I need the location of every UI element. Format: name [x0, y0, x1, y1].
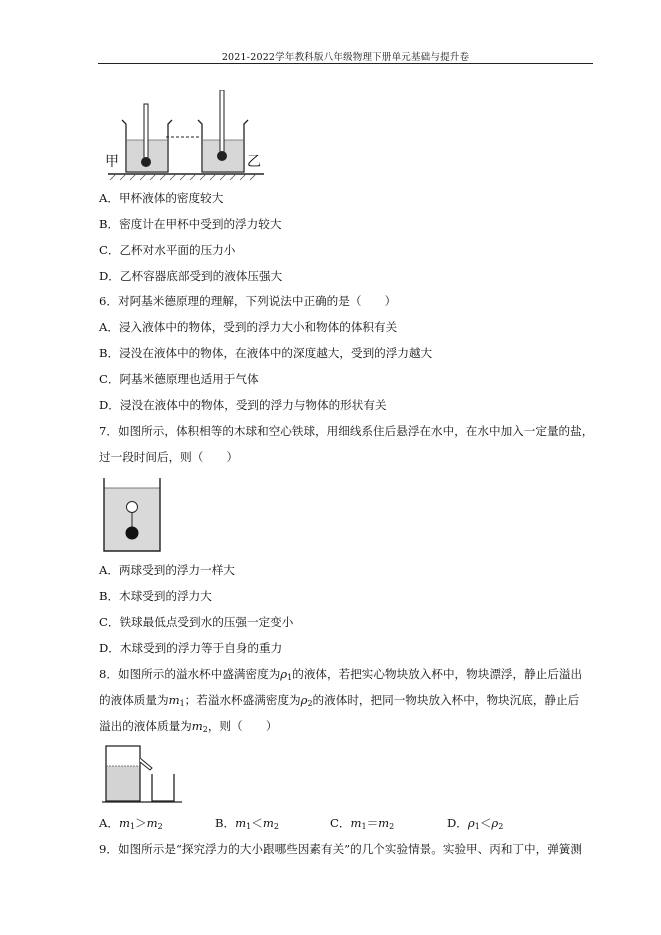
q7-option-d: D．木球受到的浮力等于自身的重力 [99, 641, 283, 655]
q9-stem-line1: 9．如图所示是“探究浮力的大小跟哪些因素有关”的几个实验情景。实验甲、丙和丁中，弹簧测 [99, 842, 582, 856]
q7-option-c: C．铁球最低点受到水的压强一定变小 [99, 615, 294, 629]
q6-stem: 6．对阿基米德原理的理解，下列说法中正确的是（ ） [99, 294, 397, 308]
hydrometer-figure [104, 90, 264, 182]
q8-option-c: C．$m_1=m_2$ [330, 816, 395, 831]
q8-option-a: A．$m_1>m_2$ [99, 816, 163, 831]
q6-option-d: D．浸没在液体中的物体，受到的浮力与物体的形状有关 [99, 398, 387, 412]
q7-stem-line2: 过一段时间后，则（ ） [99, 450, 239, 464]
q7-option-b: B．木球受到的浮力大 [99, 589, 212, 603]
hydrometer-label-jia: 甲 [105, 154, 119, 170]
q8-stem-line1: 8．如图所示的溢水杯中盛满密度为$\rho_1$的液体，若把实心物块放入杯中，物块漂浮，静止后溢出 [99, 667, 583, 682]
q6-option-a: A．浸入液体中的物体，受到的浮力大小和物体的体积有关 [99, 320, 398, 334]
page-header: 2021-2022学年教科版八年级物理下册单元基础与提升卷 [221, 52, 470, 63]
q5-option-b: B．密度计在甲杯中受到的浮力较大 [99, 217, 282, 231]
q5-option-a: A．甲杯液体的密度较大 [99, 191, 224, 205]
q7-stem-line1: 7．如图所示，体积相等的木球和空心铁球，用细线系住后悬浮在水中，在水中加入一定量的盐， [99, 424, 594, 438]
overflow-cup-figure [102, 744, 182, 804]
q7-option-a: A．两球受到的浮力一样大 [99, 563, 235, 577]
suspended-balls-figure [103, 478, 161, 552]
q8-option-d: D．$\rho_1<\rho_2$ [447, 816, 504, 831]
q5-option-c: C．乙杯对水平面的压力小 [99, 243, 236, 257]
q8-stem-line2: 的液体质量为$m_1$；若溢水杯盛满密度为$\rho_2$的液体时，把同一物块放入杯中，物块沉底，静止后 [99, 693, 580, 708]
q8-option-b: B．$m_1<m_2$ [215, 816, 279, 831]
q5-option-d: D．乙杯容器底部受到的液体压强大 [99, 269, 283, 283]
q8-stem-line3: 溢出的液体质量为$m_2$，则（ ） [99, 719, 278, 734]
header-divider [98, 63, 593, 64]
q6-option-c: C．阿基米德原理也适用于气体 [99, 372, 259, 386]
hydrometer-label-yi: 乙 [247, 154, 261, 170]
q6-option-b: B．浸没在液体中的物体，在液体中的深度越大，受到的浮力越大 [99, 346, 433, 360]
